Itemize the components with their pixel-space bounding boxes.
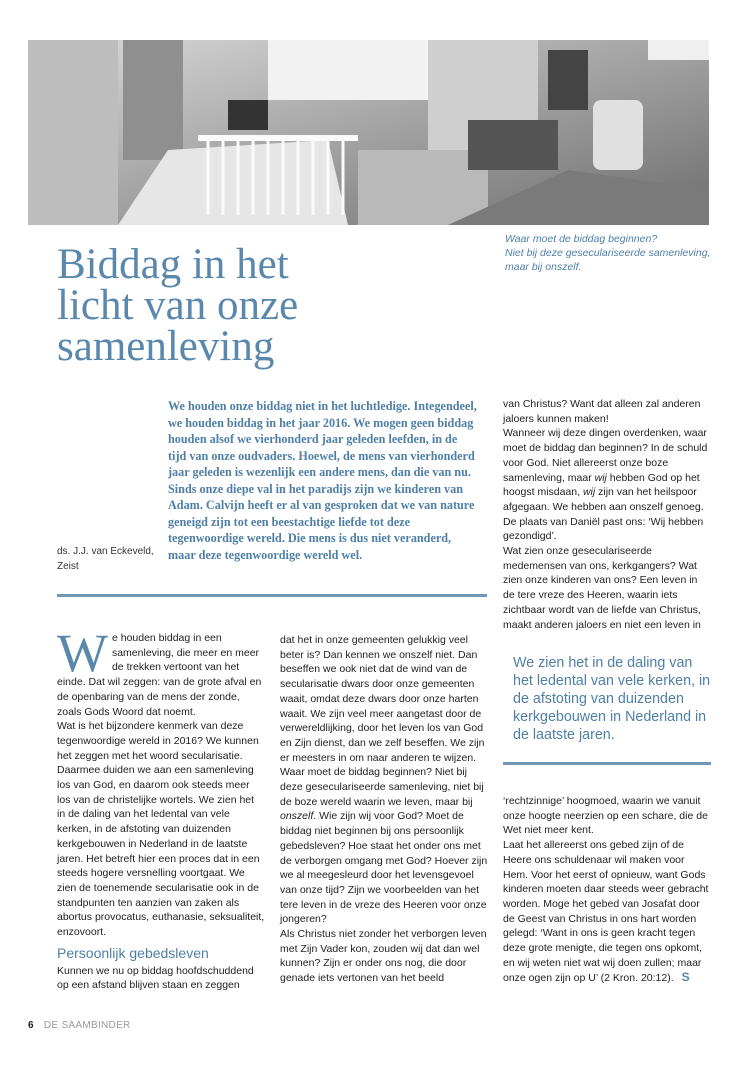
paragraph-text: e houden biddag in een samenleving, die meer en meer de trekken vertoont van het einde. Dat wil zeggen: van de grote afval en de openbaring van de mens der zonde, zoals Gods Woord dat noemt.: [57, 632, 262, 718]
paragraph: van Christus? Want dat alleen zal anderen jaloers kunnen maken!: [503, 398, 701, 425]
paragraph: [503, 838, 711, 986]
interior-photo-icon: [28, 40, 709, 225]
column-3-bottom: [503, 794, 711, 986]
publication-name: DE SAAMBINDER: [43, 1020, 131, 1031]
caption-line: Niet bij deze geseculariseerde samenleving,: [505, 247, 711, 259]
paragraph: [503, 426, 711, 544]
caption-line: Waar moet de biddag beginnen?: [505, 233, 658, 245]
paragraph: ‘rechtzinnige’ hoogmoed, waarin we vanuit onze hoogte neerzien op een schare, die de Wet niet meer kent.: [503, 795, 708, 837]
column-1: [57, 623, 265, 993]
paragraph: dat het in onze gemeenten gelukkig veel beter is? Dan kennen we onszelf niet. Dan beseffen we ook niet dat de wind van de secularisatie dwars door onze gemeenten waait, omdat deze dwars door onze harten waait. We zijn veel meer aangetast door de verwereldlijking, door het leven los van God en Zijn dienst, dan we zelf beseffen. We zijn er meesters in om naar anderen te wijzen.: [280, 634, 485, 764]
author-location: Zeist: [57, 561, 79, 572]
paragraph-text: . Wie zijn wij voor God? Moet de biddag niet beginnen bij ons persoonlijk gebedsleven? Hoe staat het onder ons met de verborgen omgang met God? Hoever zijn we al meegesleurd door het levensgevoel van onze tijd? Zijn we voorbeelden van het tere leven in de vreze des Heeren voor onze jongeren?: [280, 810, 488, 926]
section-rule: [57, 594, 487, 597]
paragraph: Als Christus niet zonder het verborgen leven met Zijn Vader kon, zouden wij dat dan wel kunnen? Zijn er onder ons nog, die door genade iets vertonen van het beeld: [280, 928, 487, 985]
paragraph: Wat is het bijzondere kenmerk van deze tegenwoordige wereld in 2016? We kunnen het zeggen met het woord secularisatie. Daarmee duiden we aan een samenleving los van God, en daarom ook steeds meer los van de christelijke wortels. We zien het in de daling van het ledental van vele kerken, in de afstoting van duizenden kerkgebouwen in Nederland in de laatste jaren. Het betreft hier een proces dat in een steeds hogere versnelling voortgaat. We zien de toenemende secularisatie ook in de standpunten ten aanzien van zaken als abortus provocatus, euthanasie, seksualiteit, enzovoort.: [57, 720, 265, 939]
paragraph-text: hebben God op het hoogst misdaan,: [503, 471, 700, 499]
column-2: [280, 633, 488, 986]
page-number: 6: [28, 1020, 34, 1031]
title-line: samenleving: [57, 323, 275, 370]
paragraph: [280, 765, 488, 927]
paragraph: Kunnen we nu op biddag hoofdschuddend op een afstand blijven staan en zeggen: [57, 964, 254, 992]
title-line: Biddag in het: [57, 241, 289, 288]
emphasis: wij: [594, 471, 607, 484]
intro-paragraph: Sinds onze diepe val in het paradijs zijn we kinderen van Adam. Calvijn heeft er al van gesproken dat we van nature geneigd zijn tot een beestachtige liefde tot deze tegenwoordige wereld. Die mens is dus niet veranderd, maar deze tegenwoordige wereld wel.: [168, 481, 475, 562]
column-3-top: [503, 397, 711, 632]
drop-cap: W: [57, 623, 108, 683]
paragraph: [57, 623, 265, 719]
title-line: licht van onze: [57, 282, 299, 329]
emphasis: wij: [582, 486, 596, 499]
pull-quote: We zien het in de daling van het ledental van vele kerken, in de afstoting van duizenden kerkgebouwen in Nederland in de laatste jaren.: [513, 655, 711, 743]
intro-paragraph: We houden onze biddag niet in het luchtledige. Integendeel, we houden biddag in het jaar 2016. We mogen geen biddag houden alsof we vierhonderd jaar geleden leefden, in de tijd van onze oudvaders. Hoewel, de mens van vierhonderd jaar geleden is wezenlijk een andere mens, dan die van nu.: [168, 399, 477, 479]
caption-line: maar bij onszelf.: [505, 261, 582, 273]
article-title: [57, 241, 487, 370]
page-footer: [28, 1020, 131, 1031]
paragraph-text: zijn van het heilspoor afgegaan. We hebben aan onszelf genoeg. De plaats van Daniël past ons: ‘Wij hebben gezondigd’.: [503, 486, 704, 543]
paragraph-text: Waar moet de biddag beginnen? Niet bij deze geseculariseerde samenleving, niet bij de boze wereld waarin we leven, maar bij: [280, 766, 484, 808]
emphasis: onszelf: [280, 810, 314, 823]
paragraph-text: Wanneer wij deze dingen overdenken, waar moet de biddag dan beginnen? In de schuld voor God. Niet allereerst onze boze samenleving, maar: [503, 427, 708, 484]
paragraph: Wat zien onze geseculariseerde medemensen van ons, kerkgangers? Wat zien onze kinderen van ons? Een leven in de tere vreze des Heeren, waarin iets zichtbaar wordt van de liefde van Christus, maakt anderen jaloers en niet een leven in: [503, 545, 701, 631]
author-name: ds. J.J. van Eckeveld,: [57, 546, 154, 557]
author-byline: [57, 544, 167, 574]
pull-quote-rule: [503, 762, 711, 765]
subheading: Persoonlijk gebedsleven: [57, 944, 209, 961]
photo-caption: [505, 232, 715, 274]
end-mark-icon: S: [681, 970, 690, 985]
paragraph-text: Laat het allereerst ons gebed zijn of de Heere ons schuldenaar wil maken voor Hem. Voor het eerst of opnieuw, want Gods kinderen moeten daar steeds weer gebracht worden. Moge het gebed van Josafat door de Geest van Christus in ons hart worden gelegd: ‘Want in ons is geen kracht tegen deze grote menigte, die tegen ons opkomt, en wij weten niet wat wij doen zullen; maar onze ogen zijn op U’ (2 Kron. 20:12).: [503, 839, 709, 985]
header-photo: [28, 40, 709, 225]
intro-lead: [168, 398, 478, 563]
